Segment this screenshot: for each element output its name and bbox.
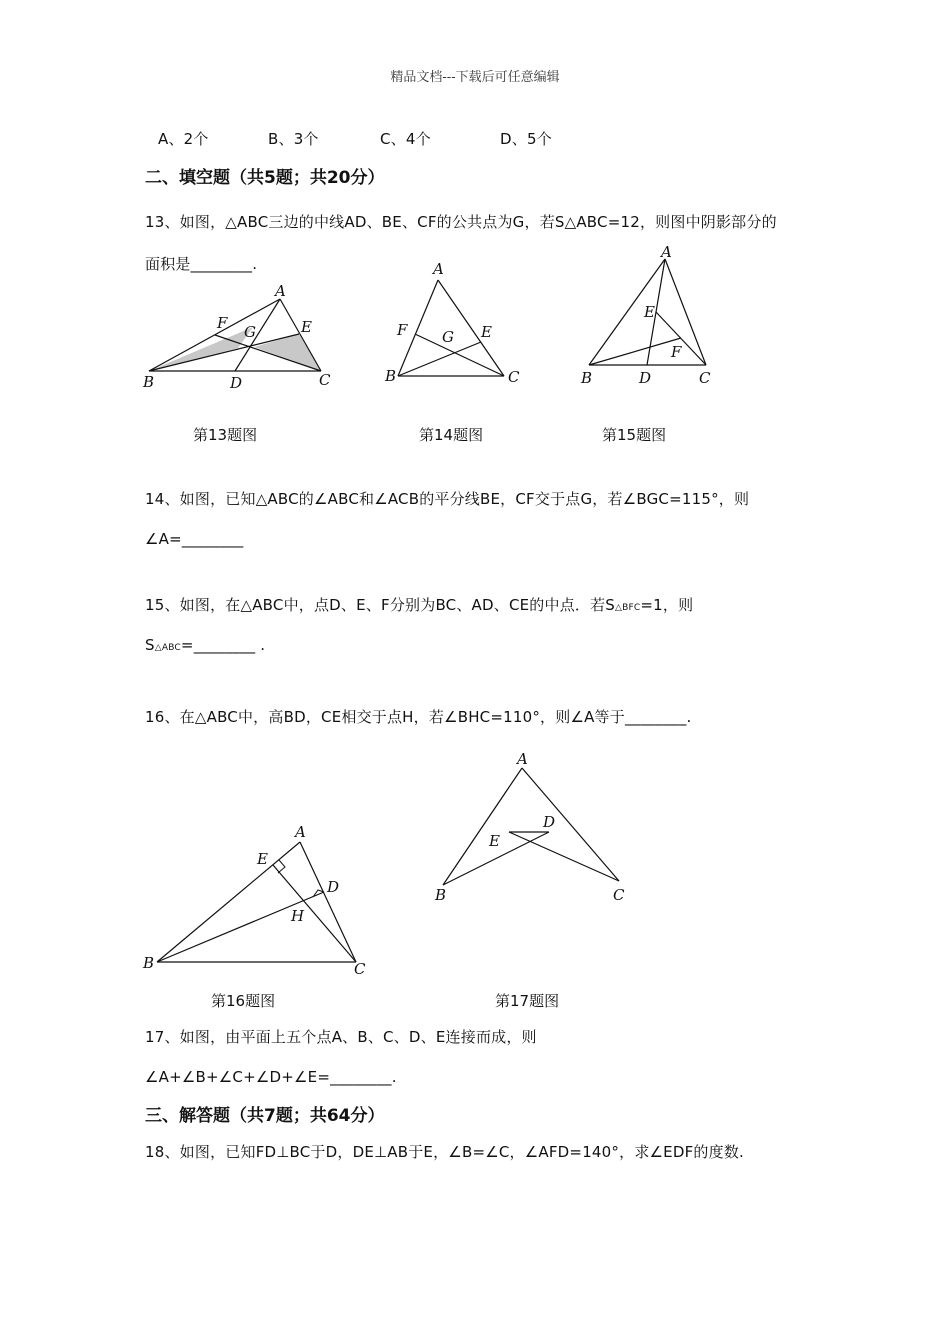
caption-figure-15: 第15题图 (602, 426, 667, 444)
caption-figure-17: 第17题图 (495, 992, 560, 1010)
label-a: A (433, 260, 444, 278)
label-c: C (354, 960, 366, 978)
label-e: E (481, 323, 492, 341)
option-b: B、3个 (268, 130, 319, 148)
question-17-line-1: 17、如图，由平面上五个点A、B、C、D、E连接而成，则 (145, 1028, 537, 1046)
page-header: 精品文档---下载后可任意编辑 (390, 70, 560, 85)
label-e: E (257, 850, 268, 868)
label-d: D (543, 813, 556, 831)
figure-14 (380, 258, 530, 390)
figure-15 (575, 240, 725, 390)
label-c: C (319, 371, 331, 389)
label-d: D (639, 369, 652, 387)
section-heading-fill-in: 二、填空题（共5题；共20分） (145, 168, 385, 188)
label-d: D (327, 878, 340, 896)
label-f: F (397, 321, 408, 339)
question-15-text-a: 15、如图，在△ABC中，点D、E、F分别为BC、AD、CE的中点．若S (145, 596, 616, 614)
question-15-subscript-bfc: △BFC (615, 603, 641, 613)
label-a: A (517, 750, 528, 768)
label-g: G (442, 328, 454, 346)
label-b: B (581, 369, 593, 387)
label-b: B (143, 954, 155, 972)
caption-figure-13: 第13题图 (193, 426, 258, 444)
label-e: E (301, 318, 312, 336)
question-17-line-2: ∠A+∠B+∠C+∠D+∠E=________. (145, 1068, 397, 1086)
label-e: E (489, 832, 500, 850)
figure-17 (425, 748, 645, 908)
option-d: D、5个 (500, 130, 552, 148)
figure-13 (138, 280, 338, 395)
label-c: C (613, 886, 625, 904)
figure-16 (138, 820, 378, 980)
label-a: A (661, 243, 672, 261)
question-14-line-1: 14、如图，已知△ABC的∠ABC和∠ACB的平分线BE，CF交于点G，若∠BGC=115°，则 (145, 490, 750, 508)
question-15-line-1 (145, 594, 693, 615)
label-f: F (217, 314, 228, 332)
question-15-line-2 (145, 636, 265, 654)
label-h: H (291, 907, 305, 925)
question-15-text-b: =1，则 (640, 596, 694, 614)
question-14-line-2: ∠A=________ (145, 530, 244, 548)
question-13-line-2: 面积是________. (145, 255, 258, 273)
option-a: A、2个 (158, 130, 209, 148)
label-b: B (435, 886, 447, 904)
caption-figure-14: 第14题图 (419, 426, 484, 444)
question-16: 16、在△ABC中，高BD，CE相交于点H，若∠BHC=110°，则∠A等于________. (145, 708, 692, 726)
label-b: B (385, 367, 397, 385)
question-18: 18、如图，已知FD⊥BC于D，DE⊥AB于E，∠B=∠C，∠AFD=140°，求∠EDF的度数. (145, 1143, 744, 1161)
option-c: C、4个 (380, 130, 431, 148)
question-15-subscript-abc: △ABC (154, 643, 181, 653)
caption-figure-16: 第16题图 (211, 992, 276, 1010)
question-15-blank: =________ . (180, 636, 266, 654)
question-13-line-1: 13、如图，△ABC三边的中线AD、BE、CF的公共点为G，若S△ABC=12，则图中阴影部分的 (145, 213, 777, 231)
label-c: C (508, 368, 520, 386)
label-c: C (699, 369, 711, 387)
label-f: F (671, 343, 682, 361)
label-d: D (230, 374, 243, 392)
question-15-s: S (145, 636, 155, 654)
label-e: E (644, 303, 655, 321)
label-b: B (143, 373, 155, 391)
label-a: A (275, 282, 286, 300)
label-a: A (295, 823, 306, 841)
section-heading-solutions: 三、解答题（共7题；共64分） (145, 1106, 385, 1126)
label-g: G (244, 323, 256, 341)
